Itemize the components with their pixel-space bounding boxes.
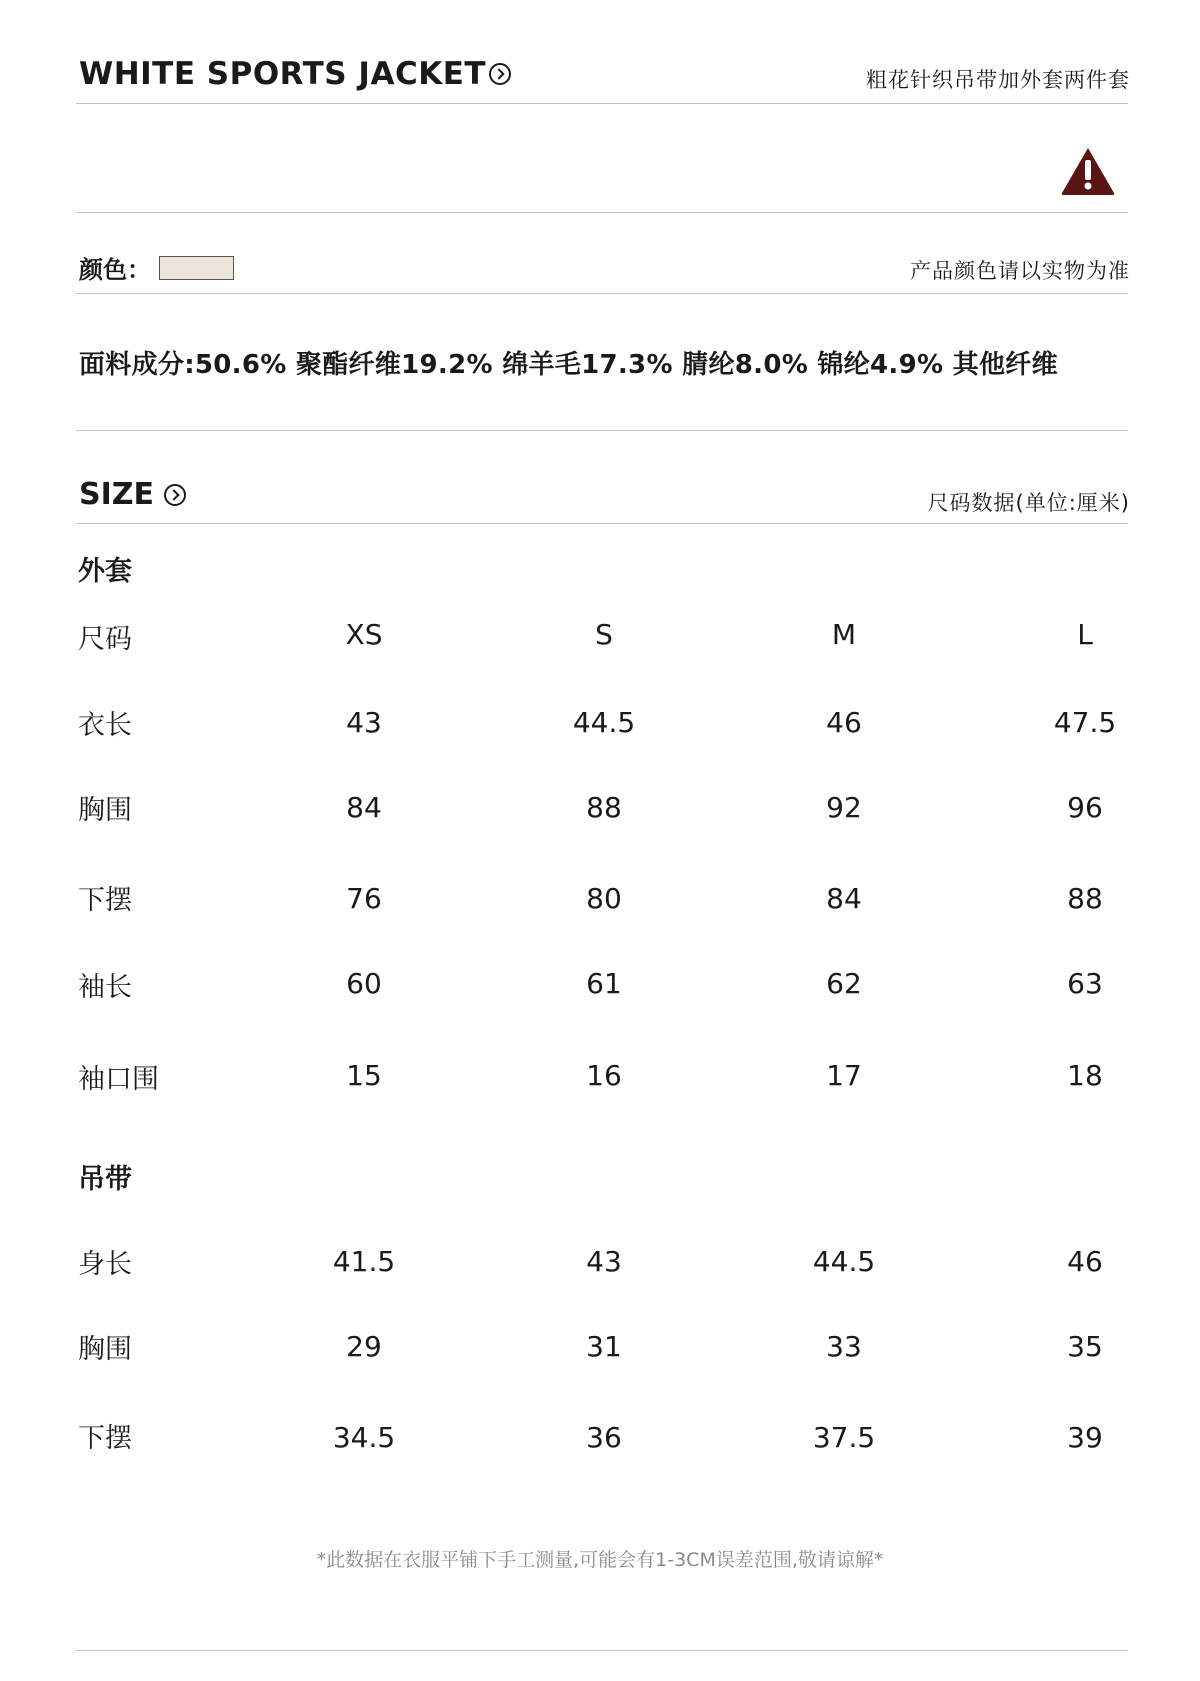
row-label: 袖口围 [78, 1064, 159, 1095]
cell-value: 80 [586, 882, 622, 915]
divider [76, 523, 1128, 524]
cell-value: 96 [1067, 791, 1103, 824]
size-header-label: 尺码 [78, 624, 132, 655]
color-label: 颜色： [79, 256, 151, 284]
measurement-footnote: *此数据在衣服平铺下手工测量,可能会有1-3CM误差范围,敬请谅解* [316, 1549, 884, 1571]
size-m: M [831, 618, 857, 651]
divider [76, 103, 1128, 104]
size-unit-note: 尺码数据(单位:厘米) [927, 491, 1130, 515]
row-label: 胸围 [78, 1334, 132, 1365]
divider [76, 430, 1128, 431]
size-s: S [595, 618, 613, 651]
row-label: 胸围 [78, 795, 132, 826]
cell-value: 44.5 [572, 706, 636, 739]
cell-value: 46 [826, 706, 862, 739]
cell-value: 92 [826, 791, 862, 824]
cell-value: 43 [346, 706, 382, 739]
circle-chevron-right-icon [164, 484, 186, 506]
row-label: 下摆 [78, 1423, 132, 1454]
cell-value: 43 [586, 1245, 622, 1278]
cell-value: 62 [826, 967, 862, 1000]
cell-value: 17 [826, 1059, 862, 1092]
divider [76, 212, 1128, 213]
divider [76, 1650, 1128, 1651]
color-swatch [159, 256, 234, 280]
product-subtitle: 粗花针织吊带加外套两件套 [866, 68, 1130, 92]
product-title [79, 56, 511, 92]
row-label: 下摆 [78, 885, 132, 916]
cell-value: 31 [586, 1330, 622, 1363]
cell-value: 16 [586, 1059, 622, 1092]
cell-value: 34.5 [332, 1421, 396, 1454]
cell-value: 18 [1067, 1059, 1103, 1092]
cell-value: 36 [586, 1421, 622, 1454]
size-title [79, 477, 186, 512]
product-title-text: WHITE SPORTS JACKET [79, 56, 487, 92]
section-title-jacket: 外套 [78, 556, 132, 587]
color-row [79, 250, 234, 285]
cell-value: 63 [1067, 967, 1103, 1000]
cell-value: 39 [1067, 1421, 1103, 1454]
cell-value: 29 [346, 1330, 382, 1363]
cell-value: 46 [1067, 1245, 1103, 1278]
cell-value: 37.5 [812, 1421, 876, 1454]
cell-value: 41.5 [332, 1245, 396, 1278]
cell-value: 61 [586, 967, 622, 1000]
cell-value: 60 [346, 967, 382, 1000]
cell-value: 15 [346, 1059, 382, 1092]
cell-value: 44.5 [812, 1245, 876, 1278]
color-note: 产品颜色请以实物为准 [910, 259, 1130, 283]
fabric-composition: 面料成分:50.6% 聚酯纤维19.2% 绵羊毛17.3% 腈纶8.0% 锦纶4.9% 其他纤维 [79, 350, 1058, 380]
circle-chevron-right-icon [489, 63, 511, 85]
cell-value: 47.5 [1053, 706, 1117, 739]
row-label: 袖长 [78, 972, 132, 1003]
row-label: 衣长 [78, 710, 132, 741]
cell-value: 88 [1067, 882, 1103, 915]
cell-value: 33 [826, 1330, 862, 1363]
row-label: 身长 [78, 1249, 132, 1280]
cell-value: 84 [346, 791, 382, 824]
size-xs: XS [345, 618, 383, 651]
cell-value: 88 [586, 791, 622, 824]
divider [76, 293, 1128, 294]
warning-triangle-icon [1060, 146, 1116, 196]
cell-value: 84 [826, 882, 862, 915]
size-l: L [1077, 618, 1093, 651]
cell-value: 76 [346, 882, 382, 915]
size-title-text: SIZE [79, 477, 155, 512]
cell-value: 35 [1067, 1330, 1103, 1363]
section-title-cami: 吊带 [78, 1164, 132, 1195]
